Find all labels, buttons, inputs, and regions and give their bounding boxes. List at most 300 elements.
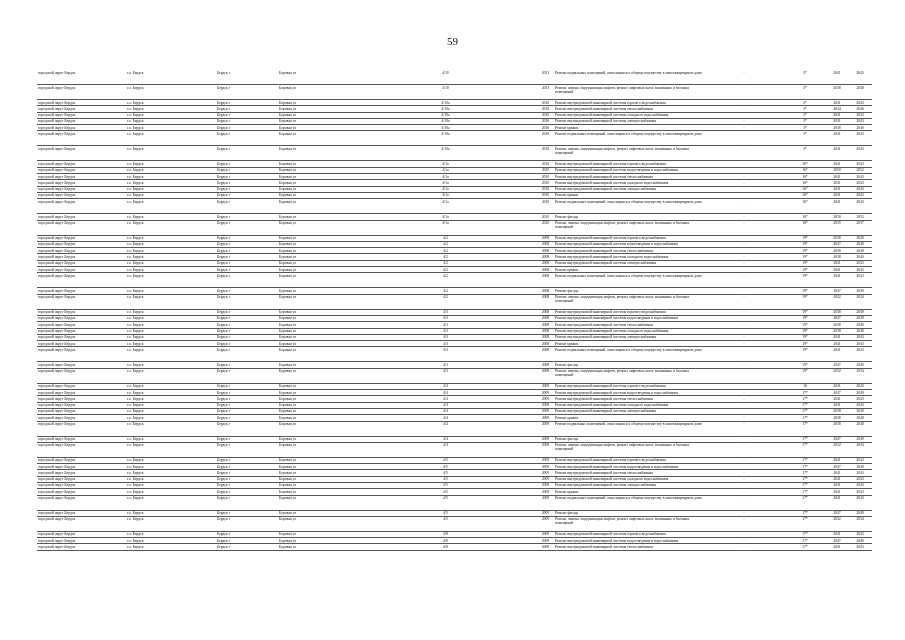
city-cell: Бердск г [217,483,231,488]
status-cell: - [743,214,745,219]
city-cell: Бердск г [217,369,231,374]
house-number-cell: 4/10а [441,146,450,151]
house-number-cell: 4/3 [443,316,448,321]
period-start-cell: 2041 [833,403,841,408]
work-type-cell: Ремонт подвальных помещений, относящихся к общему имуществу в многоквартирном доме [555,273,702,278]
build-year-cell: 2009 [541,422,550,426]
period-end-cell: 2049 [856,242,864,247]
house-number-cell: 4/3 [443,362,448,367]
work-type-cell: Ремонт фасада [555,214,579,219]
municipality-cell: городской округ Бердск [38,464,76,469]
period-end-cell: 2043 [856,335,864,340]
status-cell: - [743,544,745,549]
city-cell: Бердск г [217,146,231,151]
floors-cell: 19* [802,295,808,300]
table-row [37,294,872,309]
work-type-cell: Ремонт внутридомовой инженерной системы водоотведения и водоснабжения [555,316,679,321]
period-start-cell: 2035 [833,221,841,226]
municipality-cell: городской округ Бердск [38,248,76,253]
period-end-cell: 2043 [856,174,864,179]
settlement-cell: г.о. Бердск [127,538,144,543]
period-start-cell: 2041 [833,458,841,463]
settlement-cell: г.о. Бердск [127,544,144,549]
floors-cell: 19* [802,329,808,334]
build-year-cell: 2008 [541,347,550,352]
build-year-cell: 2010 [541,168,550,173]
floors-cell: 19* [802,341,808,346]
street-cell: Боровая ул [279,174,297,179]
period-start-cell: 2041 [833,267,841,272]
street-cell: Боровая ул [279,489,297,494]
city-cell: Бердск г [217,477,231,482]
floors-cell: 3* [803,131,807,136]
status-cell: - [743,511,745,516]
period-end-cell: 2043 [856,199,864,204]
settlement-cell: г.о. Бердск [127,254,144,259]
build-year-cell: 2016 [541,119,550,124]
table-row [37,347,872,362]
house-number-cell: 4/4 [443,443,448,448]
status-cell: - [743,310,745,315]
floors-cell: 17* [802,464,808,469]
street-cell: Боровая ул [279,517,297,522]
city-cell: Бердск г [217,106,231,111]
floors-cell: 19* [802,254,808,259]
street-cell: Боровая ул [279,267,297,272]
street-cell: Боровая ул [279,180,297,185]
city-cell: Бердск г [217,161,231,166]
city-cell: Бердск г [217,214,231,219]
house-number-cell: 4/1а [442,221,449,226]
street-cell: Боровая ул [279,369,297,374]
street-cell: Боровая ул [279,254,297,259]
work-type-cell: Ремонт внутридомовой инженерной системы теплоснабжения [555,106,653,111]
city-cell: Бердск г [217,422,231,426]
street-cell: Боровая ул [279,390,297,395]
build-year-cell: 2008 [541,295,550,300]
period-end-cell: 2043 [856,458,864,463]
period-end-cell: 2040 [856,329,864,334]
house-number-cell: 4/5 [443,470,448,475]
build-year-cell: 2009 [541,511,550,516]
city-cell: Бердск г [217,125,231,130]
table-row [37,368,872,383]
period-start-cell: 2041 [833,483,841,488]
floors-cell: 17* [802,443,808,448]
status-cell: - [743,100,745,105]
work-type-cell: Ремонт крыши [555,489,579,494]
house-number-cell: 4/2 [443,261,448,266]
settlement-cell: г.о. Бердск [127,329,144,334]
period-end-cell: 2043 [856,146,864,151]
work-type-cell: Ремонт внутридомовой инженерной системы горячего водоснабжения [555,532,666,537]
status-cell: - [743,477,745,482]
city-cell: Бердск г [217,390,231,395]
street-cell: Боровая ул [279,193,297,198]
floors-cell: 19* [802,322,808,327]
house-number-cell: 4/10а [441,100,450,105]
period-end-cell: 2049 [856,390,864,395]
status-cell: - [743,288,745,293]
period-start-cell: 2047 [833,464,841,469]
work-type-cell: Ремонт внутридомовой инженерной системы теплоснабжения [555,174,653,179]
build-year-cell: 2009 [541,437,550,441]
period-start-cell: 2041 [833,131,841,136]
table-row [37,516,872,531]
status-cell: - [743,236,745,241]
settlement-cell: г.о. Бердск [127,422,144,426]
floors-cell: 3* [803,85,807,90]
period-end-cell: 2049 [856,437,864,441]
period-end-cell: 2043 [856,187,864,192]
table-row [37,85,872,100]
table-row [37,131,872,146]
house-number-cell: 4/10 [442,70,449,75]
period-start-cell: 2047 [833,538,841,543]
work-type-cell: Ремонт внутридомовой инженерной системы горячего водоснабжения [555,100,666,105]
house-number-cell: 4/3 [443,369,448,374]
floors-cell: 19* [802,316,808,321]
period-start-cell: 2041 [833,396,841,401]
municipality-cell: городской округ Бердск [38,329,76,334]
build-year-cell: 2009 [541,477,550,482]
city-cell: Бердск г [217,193,231,198]
work-type-cell: Ремонт внутридомовой инженерной системы электроснабжения [555,261,657,266]
work-type-cell: Ремонт, замена, модернизация лифтов, ремонт лифтовых шахт, машинных и блочных помещений [555,221,690,230]
house-number-cell: 4/2 [443,295,448,300]
street-cell: Боровая ул [279,295,297,300]
period-end-cell: 2043 [856,496,864,501]
house-number-cell: 4/1а [442,199,449,204]
settlement-cell: г.о. Бердск [127,341,144,346]
build-year-cell: 2010 [541,161,550,166]
municipality-cell: городской округ Бердск [38,403,76,408]
street-cell: Боровая ул [279,415,297,420]
floors-cell: 17* [802,544,808,549]
period-end-cell: 2037 [856,221,864,226]
period-start-cell: 2050 [833,214,841,219]
street-cell: Боровая ул [279,316,297,321]
municipality-cell: городской округ Бердск [38,161,76,166]
house-number-cell: 4/5 [443,483,448,488]
work-type-cell: Ремонт внутридомовой инженерной системы электроснабжения [555,187,657,192]
municipality-cell: городской округ Бердск [38,70,76,75]
work-type-cell: Ремонт, замена, модернизация лифтов, ремонт лифтовых шахт, машинных и блочных помещений [555,369,690,378]
period-start-cell: 2041 [833,544,841,549]
settlement-cell: г.о. Бердск [127,187,144,192]
settlement-cell: г.о. Бердск [127,174,144,179]
city-cell: Бердск г [217,254,231,259]
period-end-cell: 2043 [856,193,864,198]
period-start-cell: 2041 [833,100,841,105]
street-cell: Боровая ул [279,288,297,293]
status-cell: - [743,347,745,352]
work-type-cell: Ремонт, замена, модернизация лифтов, ремонт лифтовых шахт, машинных и блочных помещений [555,443,690,452]
settlement-cell: г.о. Бердск [127,146,144,151]
period-start-cell: 2038 [833,409,841,414]
status-cell: - [743,113,745,118]
floors-cell: 17* [802,422,808,426]
street-cell: Боровая ул [279,131,297,136]
street-cell: Боровая ул [279,322,297,327]
work-type-cell: Ремонт внутридомовой инженерной системы электроснабжения [555,119,657,124]
street-cell: Боровая ул [279,532,297,537]
build-year-cell: 2010 [541,193,550,198]
house-number-cell: 4/5 [443,477,448,482]
period-start-cell: 2038 [833,85,841,90]
status-cell: - [743,168,745,173]
house-number-cell: 4/3 [443,341,448,346]
build-year-cell: 2008 [541,236,550,241]
period-start-cell: 2041 [833,199,841,204]
work-type-cell: Ремонт фасада [555,511,579,516]
period-end-cell: 2034 [856,517,864,522]
floors-cell: 19* [802,335,808,340]
period-start-cell: 2038 [833,329,841,334]
work-type-cell: Ремонт фасада [555,288,579,293]
house-number-cell: 4/1а [442,168,449,173]
status-cell: - [743,146,745,151]
floors-cell: 17* [802,415,808,420]
house-number-cell: 4/10а [441,131,450,136]
settlement-cell: г.о. Бердск [127,236,144,241]
work-type-cell: Ремонт фасада [555,437,579,441]
status-cell: - [743,119,745,124]
municipality-cell: городской округ Бердск [38,214,76,219]
build-year-cell: 2009 [541,544,550,549]
period-end-cell: 2043 [856,180,864,185]
house-number-cell: 4/10 [442,85,449,90]
floors-cell: 16* [802,187,808,192]
work-type-cell: Ремонт внутридомовой инженерной системы горячего водоснабжения [555,310,666,315]
city-cell: Бердск г [217,470,231,475]
period-end-cell: 2034 [856,369,864,374]
floors-cell: 19* [802,347,808,352]
status-cell: - [743,532,745,537]
house-number-cell: 4/1а [442,214,449,219]
municipality-cell: городской округ Бердск [38,335,76,340]
work-type-cell: Ремонт подвальных помещений, относящихся к общему имуществу в многоквартирном доме [555,496,702,501]
municipality-cell: городской округ Бердск [38,113,76,118]
settlement-cell: г.о. Бердск [127,221,144,226]
work-type-cell: Ремонт внутридомовой инженерной системы водоотведения и водоснабжения [555,242,679,247]
house-number-cell: 4/10а [441,119,450,124]
house-number-cell: 4/10а [441,113,450,118]
status-cell: - [743,131,745,136]
status-cell: - [743,335,745,340]
city-cell: Бердск г [217,347,231,352]
period-start-cell: 2041 [833,532,841,537]
floors-cell: 19* [802,267,808,272]
city-cell: Бердск г [217,187,231,192]
floors-cell: 16* [802,221,808,226]
settlement-cell: г.о. Бердск [127,267,144,272]
house-number-cell: 4/4 [443,437,448,441]
period-start-cell: 2038 [833,422,841,426]
build-year-cell: 2008 [541,248,550,253]
settlement-cell: г.о. Бердск [127,403,144,408]
floors-cell: 17* [802,496,808,501]
municipality-cell: городской округ Бердск [38,254,76,259]
work-type-cell: Ремонт фасада [555,362,579,367]
municipality-cell: городской округ Бердск [38,267,76,272]
municipality-cell: городской округ Бердск [38,221,76,226]
period-end-cell: 2043 [856,489,864,494]
status-cell: - [743,422,745,426]
floors-cell: 16* [802,180,808,185]
page-number: 59 [447,36,458,48]
work-type-cell: Ремонт крыши [555,267,579,272]
city-cell: Бердск г [217,174,231,179]
street-cell: Боровая ул [279,273,297,278]
house-number-cell: 4/1а [442,187,449,192]
house-number-cell: 4/10а [441,125,450,130]
build-year-cell: 2010 [541,221,550,226]
build-year-cell: 2008 [541,288,550,293]
table-row [37,273,872,288]
house-number-cell: 4/4 [443,415,448,420]
build-year-cell: 2008 [541,362,550,367]
status-cell: - [743,193,745,198]
period-start-cell: 2041 [833,335,841,340]
floors-cell: 19* [802,288,808,293]
house-number-cell: 4/5 [443,517,448,522]
street-cell: Боровая ул [279,106,297,111]
work-type-cell: Ремонт внутридомовой инженерной системы теплоснабжения [555,544,653,549]
settlement-cell: г.о. Бердск [127,496,144,501]
period-end-cell: 2043 [856,470,864,475]
settlement-cell: г.о. Бердск [127,119,144,124]
street-cell: Боровая ул [279,261,297,266]
settlement-cell: г.о. Бердск [127,100,144,105]
period-end-cell: 2034 [856,443,864,448]
house-number-cell: 4/8 [443,532,448,537]
street-cell: Боровая ул [279,236,297,241]
settlement-cell: г.о. Бердск [127,517,144,522]
house-number-cell: 4/1а [442,180,449,185]
floors-cell: 17* [802,489,808,494]
city-cell: Бердск г [217,288,231,293]
street-cell: Боровая ул [279,341,297,346]
period-start-cell: 2038 [833,125,841,130]
city-cell: Бердск г [217,384,231,389]
city-cell: Бердск г [217,119,231,124]
work-type-cell: Ремонт внутридомовой инженерной системы теплоснабжения [555,322,653,327]
city-cell: Бердск г [217,113,231,118]
build-year-cell: 2009 [541,384,550,389]
status-cell: - [743,254,745,259]
city-cell: Бердск г [217,242,231,247]
settlement-cell: г.о. Бердск [127,369,144,374]
period-start-cell: 2041 [833,347,841,352]
work-type-cell: Ремонт подвальных помещений, относящихся к общему имуществу в многоквартирном доме [555,199,702,204]
table-row [37,220,872,235]
settlement-cell: г.о. Бердск [127,415,144,420]
house-number-cell: 4/10а [441,106,450,111]
period-start-cell: 2047 [833,242,841,247]
build-year-cell: 2016 [541,100,550,105]
street-cell: Боровая ул [279,496,297,501]
settlement-cell: г.о. Бердск [127,483,144,488]
status-cell: - [743,437,745,441]
build-year-cell: 2008 [541,310,550,315]
period-start-cell: 2038 [833,236,841,241]
settlement-cell: г.о. Бердск [127,242,144,247]
floors-cell: 3* [803,146,807,151]
city-cell: Бердск г [217,415,231,420]
floors-cell: 19* [802,310,808,315]
status-cell: - [743,273,745,278]
street-cell: Боровая ул [279,464,297,469]
register-body [37,70,872,550]
municipality-cell: городской округ Бердск [38,174,76,179]
period-end-cell: 2040 [856,125,864,130]
build-year-cell: 2009 [541,538,550,543]
floors-cell: 17* [802,477,808,482]
period-end-cell: 2043 [856,341,864,346]
municipality-cell: городской округ Бердск [38,538,76,543]
city-cell: Бердск г [217,100,231,105]
table-row [37,495,872,510]
municipality-cell: городской округ Бердск [38,347,76,352]
work-type-cell: Ремонт крыши [555,341,579,346]
street-cell: Боровая ул [279,100,297,105]
municipality-cell: городской округ Бердск [38,288,76,293]
settlement-cell: г.о. Бердск [127,362,144,367]
period-start-cell: 2041 [833,341,841,346]
street-cell: Боровая ул [279,347,297,352]
status-cell: - [743,329,745,334]
street-cell: Боровая ул [279,113,297,118]
house-number-cell: 4/4 [443,409,448,414]
house-number-cell: 4/8 [443,538,448,543]
period-start-cell: 2038 [833,310,841,315]
street-cell: Боровая ул [279,168,297,173]
period-start-cell: 2041 [833,161,841,166]
settlement-cell: г.о. Бердск [127,458,144,463]
city-cell: Бердск г [217,295,231,300]
period-start-cell: 2041 [833,70,841,75]
settlement-cell: г.о. Бердск [127,489,144,494]
status-cell: - [743,70,745,75]
build-year-cell: 2009 [541,470,550,475]
build-year-cell: 2016 [541,131,550,136]
period-end-cell: 2043 [856,544,864,549]
street-cell: Боровая ул [279,511,297,516]
work-type-cell: Ремонт, замена, модернизация лифтов, ремонт лифтовых шахт, машинных и блочных помещений [555,146,690,156]
settlement-cell: г.о. Бердск [127,322,144,327]
period-start-cell: 2041 [833,113,841,118]
municipality-cell: городской округ Бердск [38,316,76,321]
street-cell: Боровая ул [279,335,297,340]
municipality-cell: городской округ Бердск [38,369,76,374]
municipality-cell: городской округ Бердск [38,415,76,420]
work-type-cell: Ремонт подвальных помещений, относящихся к общему имуществу в многоквартирном доме [555,347,702,352]
period-start-cell: 2044 [833,106,841,111]
city-cell: Бердск г [217,409,231,414]
table-row [37,442,872,457]
period-end-cell: 2043 [856,483,864,488]
municipality-cell: городской округ Бердск [38,437,76,441]
floors-cell: 3* [803,119,807,124]
street-cell: Боровая ул [279,458,297,463]
status-cell: - [743,369,745,374]
floors-cell: 19* [802,236,808,241]
street-cell: Боровая ул [279,443,297,448]
floors-cell: 19* [802,273,808,278]
floors-cell: 17* [802,390,808,395]
municipality-cell: городской округ Бердск [38,199,76,204]
